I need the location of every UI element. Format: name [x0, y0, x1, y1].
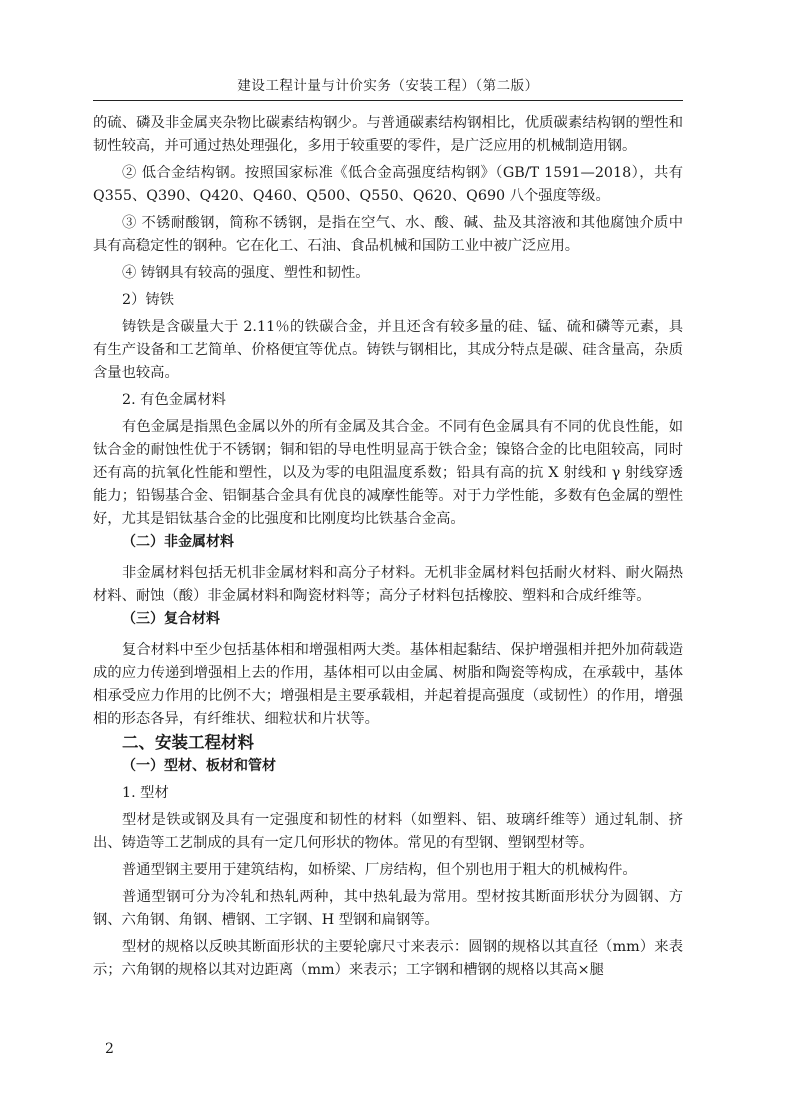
paragraph: 非金属材料包括无机非金属材料和高分子材料。无机非金属材料包括耐火材料、耐火隔热材料、耐蚀（酸）非金属材料和陶瓷材料等；高分子材料包括橡胶、塑料和合成纤维等。	[93, 565, 683, 604]
paragraph: 型材是铁或钢及具有一定强度和韧性的材料（如塑料、铝、玻璃纤维等）通过轧制、挤出、铸造等工艺制成的具有一定几何形状的物体。常见的有型钢、塑钢型材等。	[93, 812, 683, 851]
subheading-cast-iron: 2）铸铁	[122, 292, 174, 308]
section-heading-profiles: （一）型材、板材和管材	[122, 758, 276, 774]
main-content	[93, 112, 683, 982]
paragraph: ② 低合金结构钢。按照国家标准《低合金高强度结构钢》（GB/T 1591—2018），共有 Q355、Q390、Q420、Q460、Q500、Q550、Q620、Q690 八个强度等级。	[93, 165, 683, 204]
running-header: 建设工程计量与计价实务（安装工程）（第二版）	[237, 78, 539, 94]
paragraph: ③ 不锈耐酸钢，简称不锈钢，是指在空气、水、酸、碱、盐及其溶液和其他腐蚀介质中具有高稳定性的钢种。它在化工、石油、食品机械和国防工业中被广泛应用。	[93, 215, 683, 254]
paragraph: 的硫、磷及非金属夹杂物比碳素结构钢少。与普通碳素结构钢相比，优质碳素结构钢的塑性和韧性较高，并可通过热处理强化，多用于较重要的零件，是广泛应用的机械制造用钢。	[93, 115, 683, 154]
paragraph: 复合材料中至少包括基体相和增强相两大类。基体相起黏结、保护增强相并把外加荷载造成的应力传递到增强相上去的作用，基体相可以由金属、树脂和陶瓷等构成，在承载中，基体相承受应力作用的比例不大；增强相是主要承载相，并起着提高强度（或韧性）的作用，增强相的形态各异，有纤维状、细粒状和片状等。	[93, 642, 683, 727]
paragraph: ④ 铸钢具有较高的强度、塑性和韧性。	[122, 265, 370, 281]
section-heading-composite: （三）复合材料	[122, 611, 220, 627]
paragraph: 铸铁是含碳量大于 2.11％的铁碳合金，并且还含有较多量的硅、锰、硫和磷等元素，具有生产设备和工艺简单、价格便宜等优点。铸铁与钢相比，其成分特点是碳、硅含量高，杂质含量也较高。	[93, 319, 683, 381]
header-rule	[93, 100, 683, 101]
subheading-nonferrous: 2. 有色金属材料	[122, 392, 226, 408]
section-heading-nonmetal: （二）非金属材料	[122, 534, 234, 550]
paragraph: 普通型钢主要用于建筑结构，如桥梁、厂房结构，但个别也用于粗大的机械构件。	[122, 862, 637, 878]
paragraph: 型材的规格以反映其断面形状的主要轮廓尺寸来表示：圆钢的规格以其直径（mm）来表示；六角钢的规格以其对边距离（mm）来表示；工字钢和槽钢的规格以其高×腿	[93, 939, 683, 978]
paragraph: 普通型钢可分为冷轧和热轧两种，其中热轧最为常用。型材按其断面形状分为圆钢、方钢、六角钢、角钢、槽钢、工字钢、H 型钢和扁钢等。	[93, 889, 683, 928]
chapter-heading-installation-materials: 二、安装工程材料	[122, 733, 254, 752]
subheading-profiles: 1. 型材	[122, 785, 169, 801]
page-number: 2	[105, 1041, 114, 1057]
paragraph: 有色金属是指黑色金属以外的所有金属及其合金。不同有色金属具有不同的优良性能，如钛合金的耐蚀性优于不锈钢；铜和铝的导电性明显高于铁合金；镍铬合金的比电阻较高，同时还有高的抗氧化性能和塑性，以及为零的电阻温度系数；铅具有高的抗 X 射线和 γ 射线穿透能力；铅锡基合金、铝铜基合金具有优良的减摩性能等。对于力学性能，多数有色金属的塑性好，尤其是铝钛基合金的比强度和比刚度均比铁基合金高。	[93, 419, 683, 527]
